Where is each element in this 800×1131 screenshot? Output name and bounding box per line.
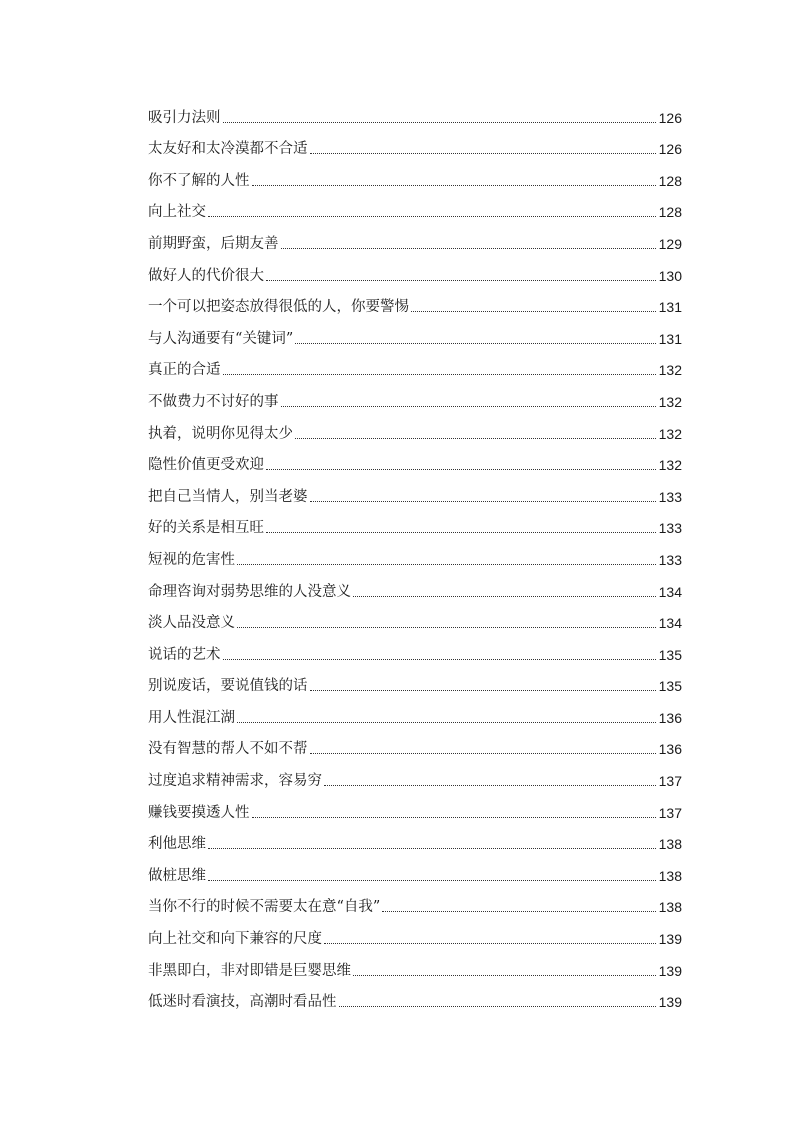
toc-entry-page: 138 [658, 867, 682, 884]
toc-entry-title: 短视的危害性 [148, 551, 235, 568]
toc-entry-page: 131 [658, 330, 682, 347]
toc-entry[interactable] [148, 728, 682, 760]
toc-entry-page: 137 [658, 804, 682, 821]
toc-entry-page: 132 [658, 457, 682, 474]
dot-leader [281, 248, 656, 249]
toc-entry[interactable] [148, 507, 682, 539]
dot-leader [281, 406, 656, 407]
dot-leader [237, 627, 656, 628]
toc-entry-title: 用人性混江湖 [148, 709, 235, 726]
dot-leader [223, 659, 656, 660]
toc-entry-title: 没有智慧的帮人不如不帮 [148, 741, 308, 758]
dot-leader [411, 311, 656, 312]
toc-entry-title: 太友好和太冷漠都不合适 [148, 141, 308, 158]
toc-entry-title: 执着，说明你见得太少 [148, 425, 293, 442]
dot-leader [252, 185, 656, 186]
dot-leader [252, 817, 656, 818]
toc-entry-page: 132 [658, 425, 682, 442]
toc-entry-page: 133 [658, 488, 682, 505]
dot-leader [353, 596, 656, 597]
dot-leader [324, 943, 656, 944]
toc-entry[interactable] [148, 96, 682, 128]
toc-entry-title: 不做费力不讨好的事 [148, 393, 279, 410]
toc-entry[interactable] [148, 823, 682, 855]
toc-entry-page: 136 [658, 709, 682, 726]
dot-leader [266, 532, 656, 533]
toc-entry[interactable] [148, 380, 682, 412]
toc-entry[interactable] [148, 633, 682, 665]
dot-leader [237, 722, 656, 723]
toc-entry-title: 你不了解的人性 [148, 172, 250, 189]
toc-entry[interactable] [148, 570, 682, 602]
toc-entry-page: 138 [658, 836, 682, 853]
toc-entry-title: 与人沟通要有“关键词” [148, 330, 294, 347]
toc-entry[interactable] [148, 349, 682, 381]
dot-leader [310, 690, 656, 691]
toc-entry-title: 说话的艺术 [148, 646, 221, 663]
toc-entry-page: 134 [658, 583, 682, 600]
toc-entry[interactable] [148, 696, 682, 728]
dot-leader [223, 374, 656, 375]
toc-entry-page: 126 [658, 109, 682, 126]
dot-leader [382, 911, 655, 912]
toc-entry-page: 132 [658, 362, 682, 379]
toc-entry-page: 128 [658, 204, 682, 221]
toc-entry-title: 吸引力法则 [148, 109, 221, 126]
table-of-contents [148, 96, 682, 1012]
toc-entry-title: 命理咨询对弱势思维的人没意义 [148, 583, 351, 600]
toc-entry-title: 做好人的代价很大 [148, 267, 264, 284]
toc-entry-page: 134 [658, 615, 682, 632]
toc-entry[interactable] [148, 886, 682, 918]
toc-entry[interactable] [148, 791, 682, 823]
toc-entry[interactable] [148, 538, 682, 570]
dot-leader [295, 438, 656, 439]
toc-entry-title: 低迷时看演技，高潮时看品性 [148, 994, 337, 1011]
dot-leader [237, 564, 656, 565]
toc-entry-page: 135 [658, 646, 682, 663]
toc-entry[interactable] [148, 665, 682, 697]
toc-entry-title: 前期野蛮，后期友善 [148, 235, 279, 252]
toc-entry[interactable] [148, 444, 682, 476]
toc-entry[interactable] [148, 981, 682, 1013]
toc-entry-title: 向上社交和向下兼容的尺度 [148, 931, 322, 948]
toc-entry-title: 做桩思维 [148, 867, 206, 884]
dot-leader [266, 280, 656, 281]
toc-entry[interactable] [148, 949, 682, 981]
dot-leader [208, 880, 656, 881]
toc-entry-page: 139 [658, 931, 682, 948]
toc-entry[interactable] [148, 159, 682, 191]
toc-entry-title: 过度追求精神需求，容易穷 [148, 773, 322, 790]
dot-leader [208, 216, 656, 217]
dot-leader [266, 469, 656, 470]
toc-entry-page: 126 [658, 141, 682, 158]
toc-entry-title: 好的关系是相互旺 [148, 520, 264, 537]
toc-entry-title: 隐性价值更受欢迎 [148, 457, 264, 474]
toc-entry-page: 131 [658, 299, 682, 316]
toc-entry[interactable] [148, 254, 682, 286]
toc-entry[interactable] [148, 317, 682, 349]
toc-entry-title: 当你不行的时候不需要太在意“自我” [148, 899, 381, 916]
toc-entry-title: 真正的合适 [148, 362, 221, 379]
toc-entry-page: 138 [658, 899, 682, 916]
toc-entry[interactable] [148, 917, 682, 949]
toc-entry-title: 非黑即白，非对即错是巨婴思维 [148, 962, 351, 979]
toc-entry-page: 137 [658, 773, 682, 790]
toc-entry[interactable] [148, 222, 682, 254]
toc-entry-title: 把自己当情人，别当老婆 [148, 488, 308, 505]
toc-entry-page: 136 [658, 741, 682, 758]
dot-leader [324, 785, 656, 786]
toc-entry[interactable] [148, 759, 682, 791]
dot-leader [223, 122, 656, 123]
toc-entry-title: 赚钱要摸透人性 [148, 804, 250, 821]
toc-entry-page: 139 [658, 994, 682, 1011]
toc-entry-page: 139 [658, 962, 682, 979]
toc-entry-title: 一个可以把姿态放得很低的人，你要警惕 [148, 299, 409, 316]
toc-entry-page: 128 [658, 172, 682, 189]
toc-entry-page: 133 [658, 520, 682, 537]
dot-leader [339, 1006, 656, 1007]
dot-leader [310, 153, 656, 154]
dot-leader [310, 753, 656, 754]
toc-entry[interactable] [148, 412, 682, 444]
dot-leader [353, 975, 656, 976]
toc-entry[interactable] [148, 854, 682, 886]
toc-entry-title: 利他思维 [148, 836, 206, 853]
toc-entry-title: 淡人品没意义 [148, 615, 235, 632]
toc-entry-page: 132 [658, 393, 682, 410]
toc-entry[interactable] [148, 286, 682, 318]
toc-entry[interactable] [148, 602, 682, 634]
toc-entry[interactable] [148, 128, 682, 160]
dot-leader [295, 343, 655, 344]
dot-leader [208, 848, 656, 849]
dot-leader [310, 501, 656, 502]
toc-entry[interactable] [148, 475, 682, 507]
toc-entry-page: 130 [658, 267, 682, 284]
toc-entry-page: 129 [658, 235, 682, 252]
toc-entry[interactable] [148, 191, 682, 223]
toc-entry-page: 133 [658, 551, 682, 568]
toc-entry-page: 135 [658, 678, 682, 695]
toc-entry-title: 别说废话，要说值钱的话 [148, 678, 308, 695]
toc-entry-title: 向上社交 [148, 204, 206, 221]
